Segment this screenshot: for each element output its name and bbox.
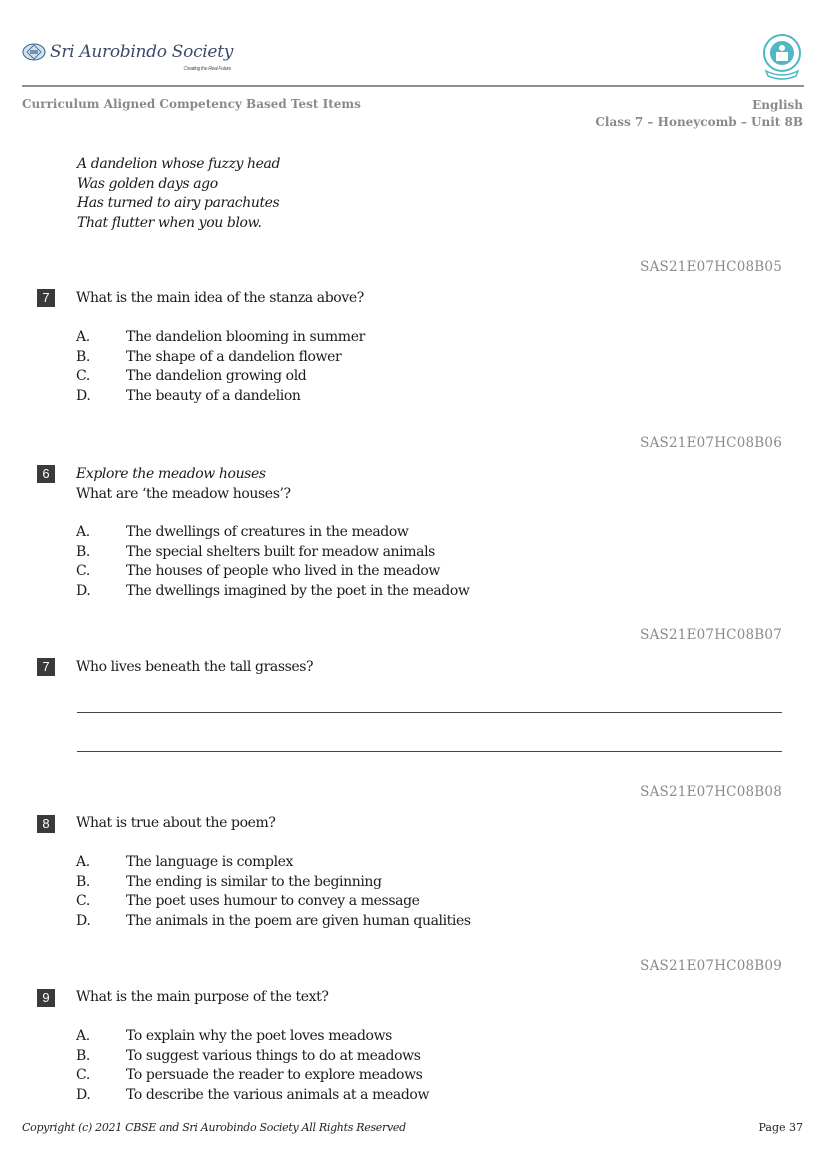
document-series-title: Curriculum Aligned Competency Based Test Items [22, 97, 361, 111]
poem-line: A dandelion whose fuzzy head [77, 156, 281, 172]
logo-left-tagline: Creating the Real Future [183, 66, 232, 72]
option-text: The language is complex [126, 854, 294, 870]
question-number-badge: 7 [37, 289, 55, 307]
option-d[interactable] [76, 387, 365, 407]
question-number-badge: 6 [37, 465, 55, 483]
option-b[interactable] [76, 1047, 429, 1067]
option-letter: B. [76, 1047, 90, 1064]
item-code: SAS21E07HC08B06 [640, 435, 782, 451]
item-code: SAS21E07HC08B05 [640, 259, 782, 275]
option-letter: C. [76, 1067, 90, 1084]
question-prompt: Who lives beneath the tall grasses? [76, 659, 314, 675]
poem-line: Was golden days ago [77, 175, 218, 192]
option-d[interactable] [76, 912, 471, 932]
question-prompt: What is the main idea of the stanza above? [76, 290, 364, 306]
option-text: The dwellings of creatures in the meadow [126, 524, 409, 540]
option-c[interactable] [76, 892, 471, 912]
option-letter: B. [76, 873, 90, 890]
option-c[interactable] [76, 367, 365, 387]
option-text: To persuade the reader to explore meadows [126, 1067, 423, 1084]
question-prompt-block [76, 465, 291, 504]
option-b[interactable] [76, 543, 469, 563]
option-text: To explain why the poet loves meadows [126, 1028, 392, 1044]
option-a[interactable] [76, 853, 471, 873]
option-letter: A. [76, 524, 90, 540]
answer-line[interactable] [77, 751, 782, 752]
option-letter: A. [76, 329, 90, 345]
question-quote: Explore the meadow houses [76, 466, 266, 482]
option-letter: A. [76, 854, 90, 870]
option-text: The dandelion blooming in summer [126, 329, 365, 345]
option-text: The dwellings imagined by the poet in the meadow [126, 583, 470, 600]
option-text: The dandelion growing old [126, 368, 307, 385]
question-number-badge: 7 [37, 658, 55, 676]
item-code: SAS21E07HC08B08 [640, 784, 782, 800]
answer-line[interactable] [77, 712, 782, 713]
poem-stanza [77, 155, 280, 234]
item-code: SAS21E07HC08B09 [640, 958, 782, 974]
question-number-badge: 9 [37, 989, 55, 1007]
option-letter: B. [76, 348, 90, 365]
item-code: SAS21E07HC08B07 [640, 627, 782, 643]
cbse-emblem-icon [760, 33, 804, 81]
option-letter: B. [76, 543, 90, 560]
option-text: The ending is similar to the beginning [126, 873, 382, 890]
option-letter: C. [76, 368, 90, 385]
society-emblem-icon [22, 43, 46, 61]
answer-options [76, 328, 365, 407]
option-b[interactable] [76, 348, 365, 368]
poem-line: That flutter when you blow. [77, 215, 262, 232]
option-c[interactable] [76, 562, 469, 582]
option-text: The animals in the poem are given human qualities [126, 913, 471, 930]
option-letter: C. [76, 893, 90, 910]
question-prompt: What is the main purpose of the text? [76, 989, 329, 1005]
option-text: The shape of a dandelion flower [126, 348, 342, 365]
option-c[interactable] [76, 1066, 429, 1086]
option-d[interactable] [76, 582, 469, 602]
answer-options [76, 1027, 429, 1106]
page-number: Page 37 [758, 1121, 803, 1134]
option-a[interactable] [76, 523, 469, 543]
answer-options [76, 853, 471, 932]
copyright-notice: Copyright (c) 2021 CBSE and Sri Aurobindo Society All Rights Reserved [22, 1121, 406, 1134]
class-unit-label: Class 7 – Honeycomb – Unit 8B [595, 115, 803, 129]
header-divider [22, 85, 804, 87]
question-number-badge: 8 [37, 815, 55, 833]
answer-options [76, 523, 469, 602]
option-a[interactable] [76, 328, 365, 348]
option-letter: D. [76, 913, 91, 930]
question-prompt: What are ‘the meadow houses’? [76, 485, 291, 502]
option-letter: C. [76, 563, 90, 580]
option-letter: D. [76, 1087, 91, 1104]
option-text: To describe the various animals at a meadow [126, 1087, 430, 1104]
option-letter: D. [76, 388, 91, 405]
option-b[interactable] [76, 873, 471, 893]
sri-aurobindo-society-logo [22, 38, 234, 72]
option-a[interactable] [76, 1027, 429, 1047]
option-letter: D. [76, 583, 91, 600]
option-letter: A. [76, 1028, 90, 1044]
question-prompt: What is true about the poem? [76, 815, 276, 831]
option-text: The houses of people who lived in the meadow [126, 563, 441, 580]
subject-label: English [752, 98, 803, 112]
cbse-logo [760, 33, 804, 81]
option-text: The special shelters built for meadow animals [126, 543, 435, 560]
logo-left-name: Sri Aurobindo Society [50, 42, 234, 62]
option-text: The beauty of a dandelion [126, 388, 301, 405]
poem-line: Has turned to airy parachutes [77, 195, 280, 212]
document-subject-info [595, 97, 803, 131]
option-text: To suggest various things to do at meadows [126, 1047, 421, 1064]
option-d[interactable] [76, 1086, 429, 1106]
option-text: The poet uses humour to convey a message [126, 893, 420, 910]
